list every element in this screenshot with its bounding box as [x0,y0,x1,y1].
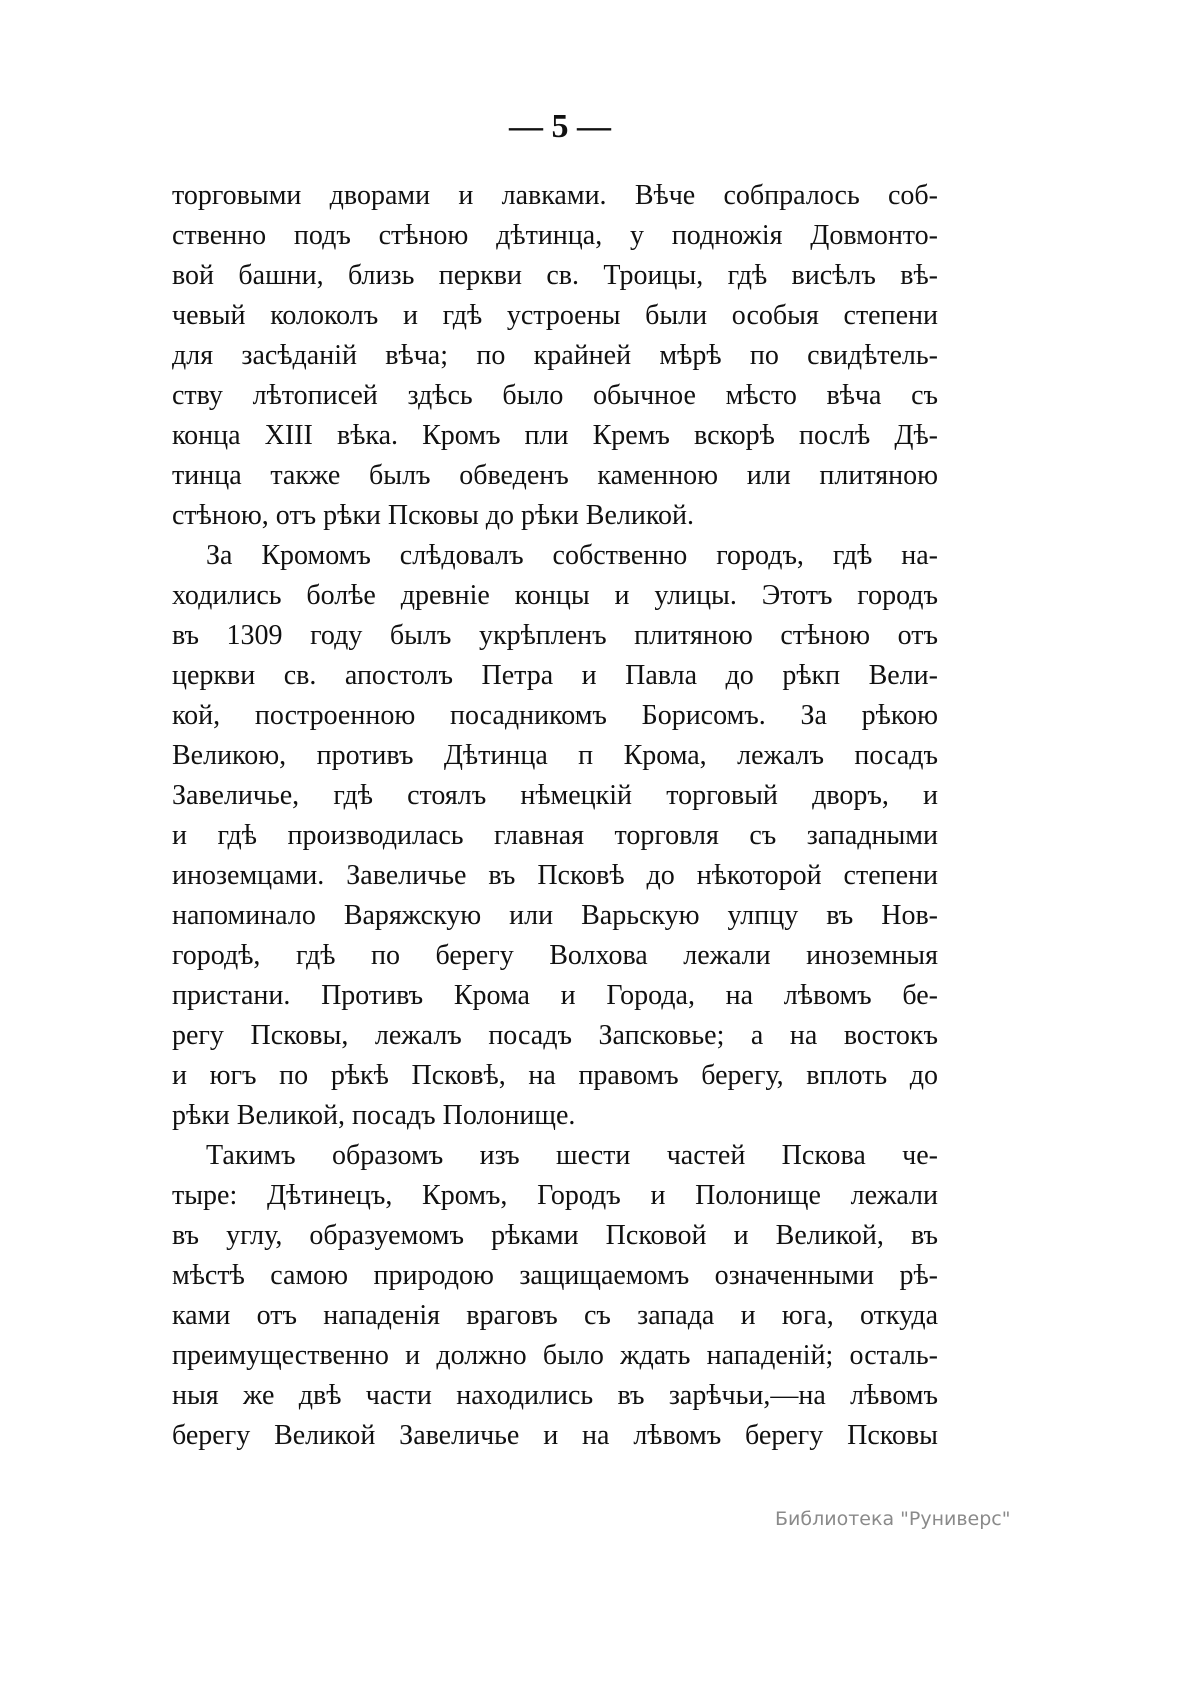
text-line: ками отъ нападенія враговъ съ запада и юга, откуда [172,1300,938,1331]
text-line: чевый колоколъ и гдѣ устроены были особыя степени [172,300,938,331]
text-line: Завеличье, гдѣ стоялъ нѣмецкій торговый дворъ, и [172,780,938,811]
text-line: конца XIII вѣка. Кромъ пли Кремъ вскорѣ послѣ Дѣ- [172,420,938,451]
text-line: церкви св. апостолъ Петра и Павла до рѣкп Вели- [172,660,938,691]
text-line: ству лѣтописей здѣсь было обычное мѣсто вѣча съ [172,380,938,411]
text-line: Великою, противъ Дѣтинца п Крома, лежалъ посадъ [172,740,938,771]
text-line: ственно подъ стѣною дѣтинца, у подножія Довмонто- [172,220,938,251]
text-line: напоминало Варяжскую или Варьскую улпцу въ Нов- [172,900,938,931]
text-line: преимущественно и должно было ждать нападеній; осталь- [172,1340,938,1371]
text-line: вой башни, близь перкви св. Троицы, гдѣ висѣлъ вѣ- [172,260,938,291]
text-line: берегу Великой Завеличье и на лѣвомъ берегу Псковы [172,1420,938,1451]
text-line: регу Псковы, лежалъ посадъ Запсковье; а на востокъ [172,1020,938,1051]
text-line: Такимъ образомъ изъ шести частей Пскова че- [206,1140,938,1171]
text-line: и гдѣ производилась главная торговля съ западными [172,820,938,851]
page-number: — 5 — [509,108,611,145]
text-line: ныя же двѣ части находились въ зарѣчьи,—на лѣвомъ [172,1380,938,1411]
text-line: пристани. Противъ Крома и Города, на лѣвомъ бе- [172,980,938,1011]
text-line: и югъ по рѣкѣ Псковѣ, на правомъ берегу, вплоть до [172,1060,938,1091]
text-line: въ углу, образуемомъ рѣками Псковой и Великой, въ [172,1220,938,1251]
text-line: городѣ, гдѣ по берегу Волхова лежали иноземныя [172,940,938,971]
text-line: ходились болѣе древніе концы и улицы. Этотъ городъ [172,580,938,611]
body-text [172,176,938,1456]
text-line: тинца также былъ обведенъ каменною или плитяною [172,460,938,491]
text-line: кой, построенною посадникомъ Борисомъ. За рѣкою [172,700,938,731]
text-line: мѣстѣ самою природою защищаемомъ означенными рѣ- [172,1260,938,1291]
text-line: торговыми дворами и лавками. Вѣче собпралось соб- [172,180,938,211]
text-line: рѣки Великой, посадъ Полонище. [172,1100,576,1131]
text-line: стѣною, отъ рѣки Псковы до рѣки Великой. [172,500,695,531]
text-line: для засѣданій вѣча; по крайней мѣрѣ по свидѣтель- [172,340,938,371]
text-line: За Кромомъ слѣдовалъ собственно городъ, гдѣ на- [206,540,938,571]
text-line: въ 1309 году былъ укрѣпленъ плитяною стѣною отъ [172,620,938,651]
text-line: иноземцами. Завеличье въ Псковѣ до нѣкоторой степени [172,860,938,891]
library-watermark: Библиотека "Руниверс" [775,1508,1011,1530]
text-line: тыре: Дѣтинецъ, Кромъ, Городъ и Полонище лежали [172,1180,938,1211]
